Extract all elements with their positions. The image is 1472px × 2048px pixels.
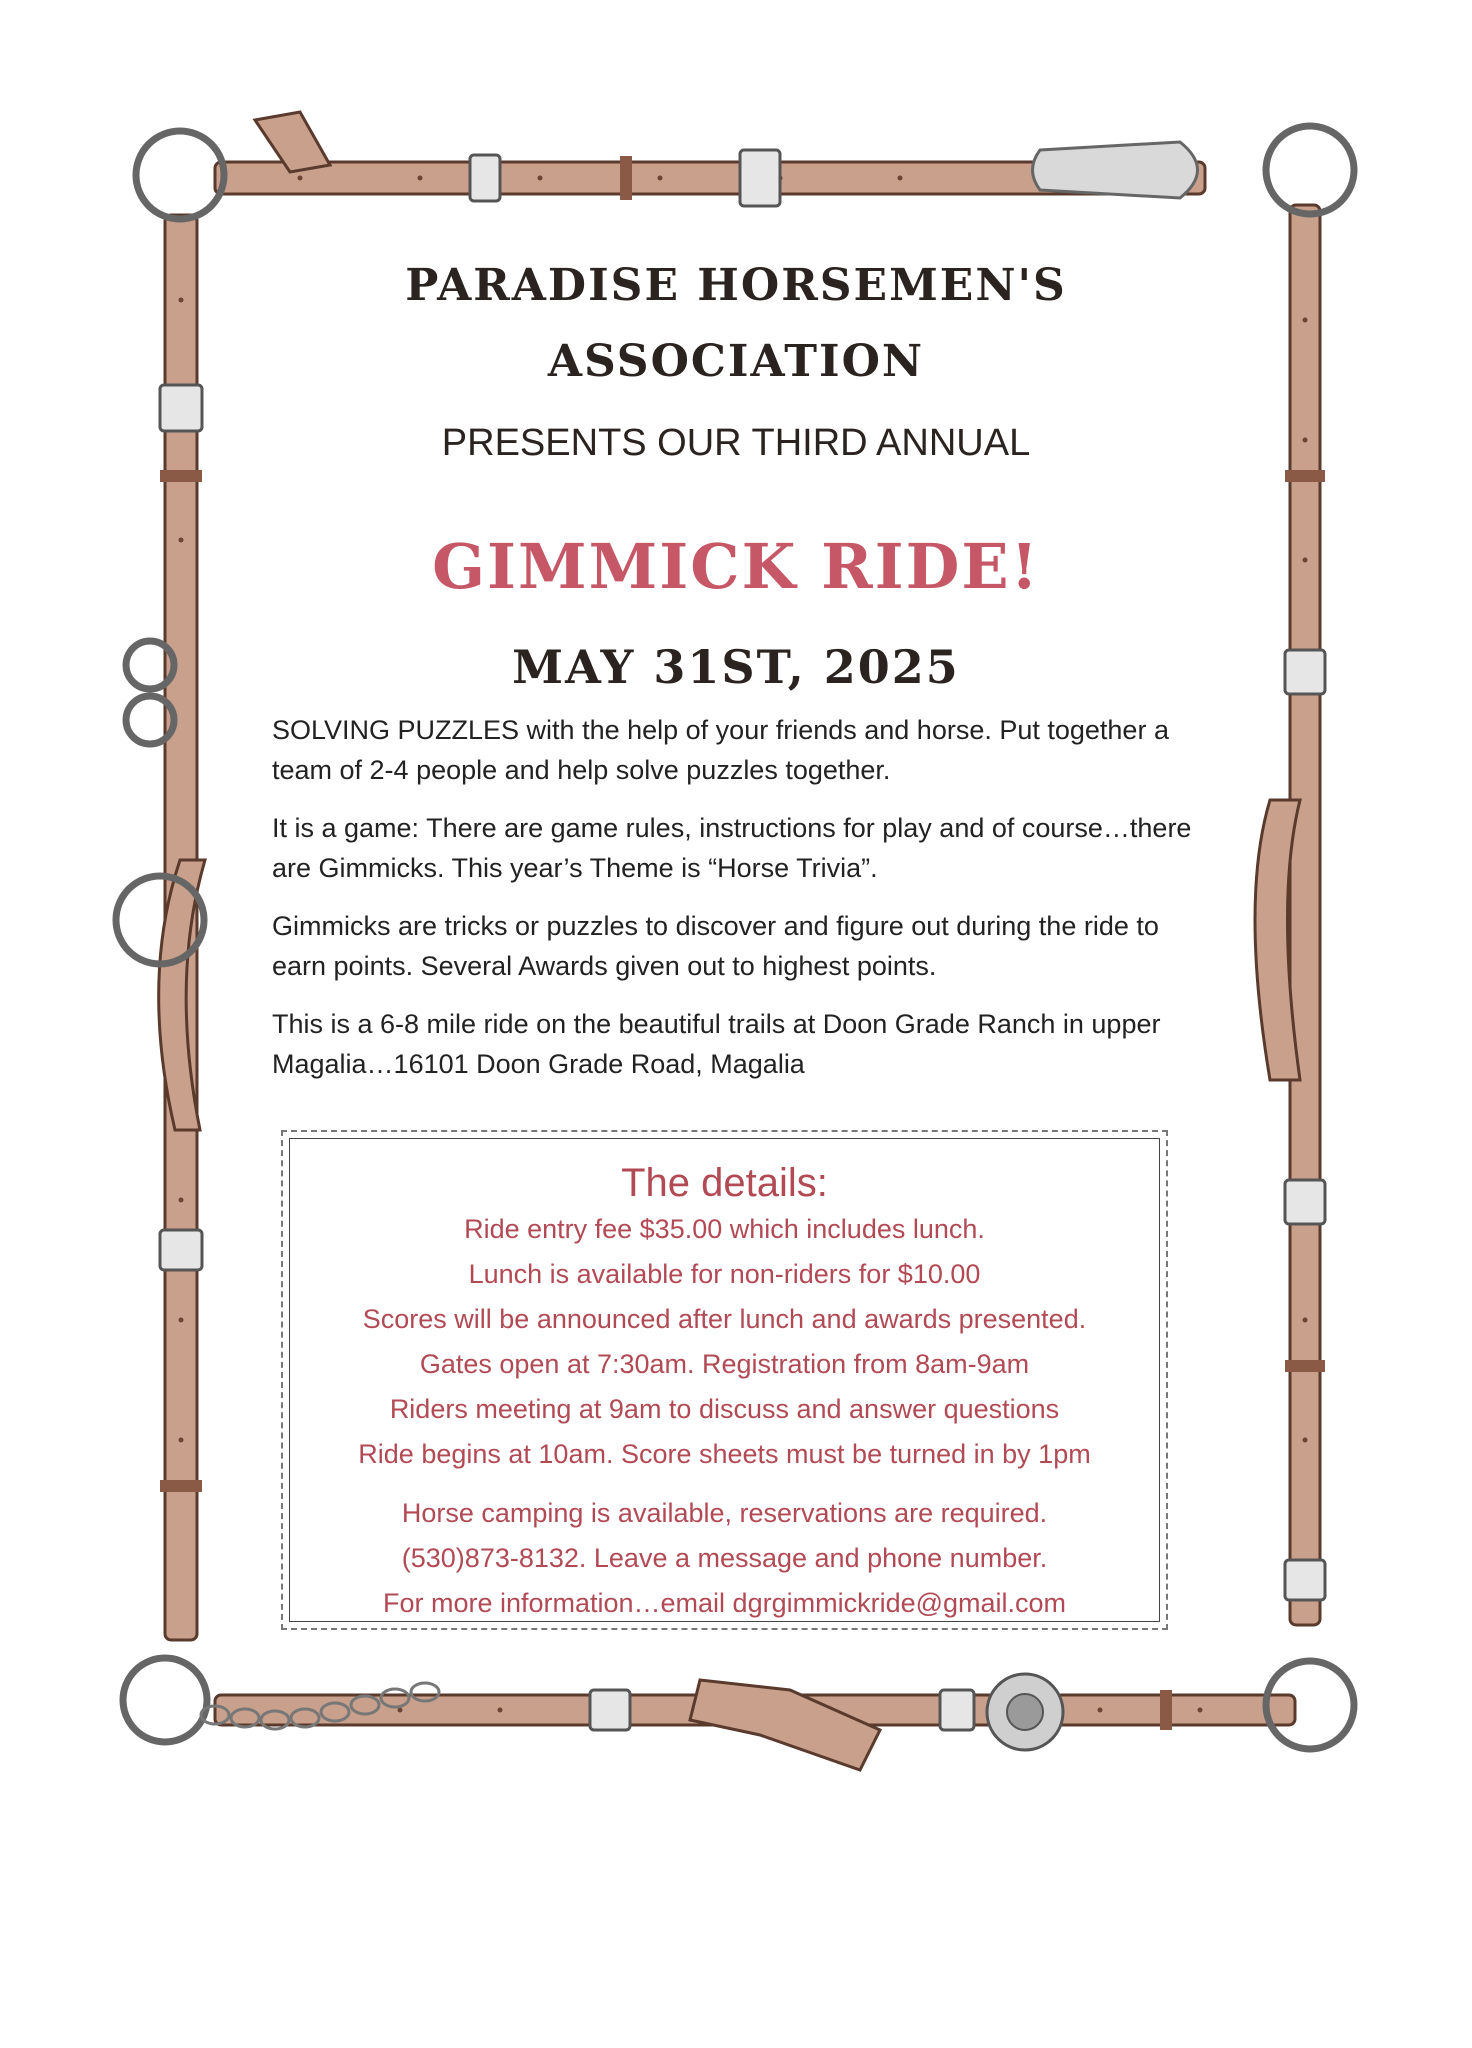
details-box bbox=[281, 1130, 1168, 1630]
contact-email: For more information…email dgrgimmickride@gmail.com bbox=[382, 1588, 1067, 1618]
details-heading: The details: bbox=[621, 1161, 828, 1205]
intro-section bbox=[272, 710, 1212, 1102]
detail-lunch: Lunch is available for non-riders for $10.00 bbox=[468, 1259, 981, 1289]
detail-entry-fee: Ride entry fee $35.00 which includes lunch. bbox=[464, 1214, 985, 1244]
organization-title bbox=[250, 248, 1222, 400]
intro-paragraph-location: This is a 6-8 mile ride on the beautiful trails at Doon Grade Ranch in upper Magalia…16101 Doon Grade Road, Magalia bbox=[272, 1009, 1161, 1079]
event-date: MAY 31ST, 2025 bbox=[512, 640, 960, 694]
intro-paragraph-gimmicks: Gimmicks are tricks or puzzles to discover and figure out during the ride to earn points. Several Awards given out to highest points. bbox=[272, 911, 1159, 981]
event-title: GIMMICK RIDE! bbox=[432, 530, 1040, 603]
intro-paragraph-game: It is a game: There are game rules, instructions for play and of course…there are Gimmicks. This year’s Theme is “Horse Trivia”. bbox=[272, 813, 1192, 883]
organization-name-line-2: ASSOCIATION bbox=[547, 336, 925, 387]
detail-riders-meeting: Riders meeting at 9am to discuss and answer questions bbox=[389, 1394, 1060, 1424]
presents-line: PRESENTS OUR THIRD ANNUAL bbox=[441, 422, 1031, 464]
detail-ride-begins: Ride begins at 10am. Score sheets must be turned in by 1pm bbox=[358, 1439, 1091, 1469]
intro-paragraph-puzzles: SOLVING PUZZLES with the help of your friends and horse. Put together a team of 2-4 people and help solve puzzles together. bbox=[272, 715, 1169, 785]
organization-name-line-1: PARADISE HORSEMEN'S bbox=[405, 260, 1067, 311]
camping-availability: Horse camping is available, reservations are required. bbox=[401, 1498, 1048, 1528]
camping-phone: (530)873-8132. Leave a message and phone number. bbox=[401, 1543, 1048, 1573]
camping-info bbox=[290, 1491, 1159, 1626]
details-box-inner bbox=[289, 1138, 1160, 1622]
detail-scores: Scores will be announced after lunch and awards presented. bbox=[362, 1304, 1087, 1334]
detail-gates: Gates open at 7:30am. Registration from 8am-9am bbox=[419, 1349, 1030, 1379]
